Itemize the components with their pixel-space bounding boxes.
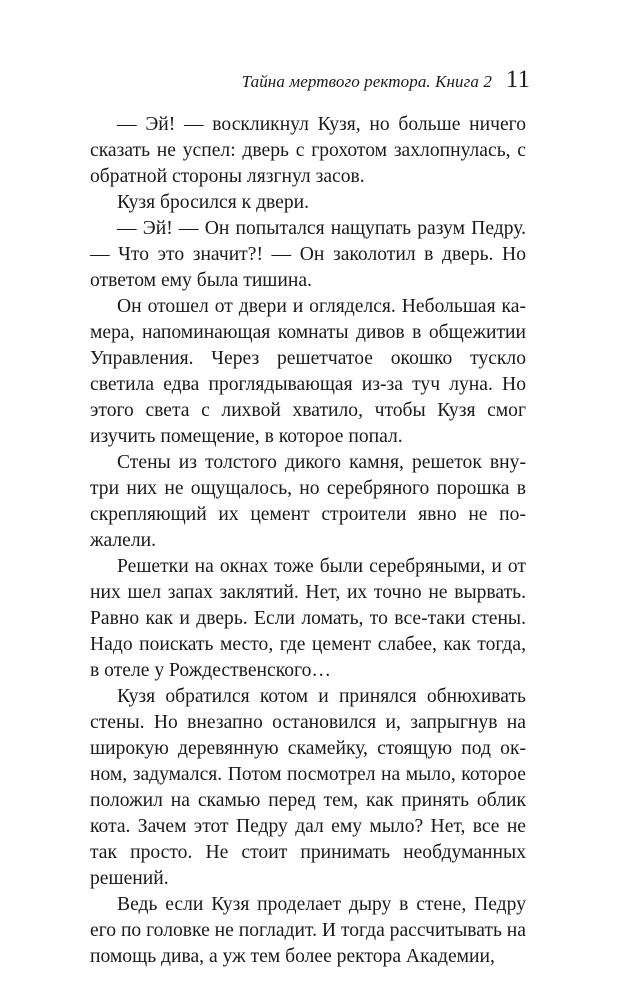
paragraph: Кузя обратился котом и принялся обнюхивать стены. Но внезапно остановился и, запрыгнув на широкую деревянную скамейку, стоящую под окном, задумался. Потом посмотрел на мыло, которое положил на скамью перед тем, как принять облик кота. Зачем этот Педру дал ему мыло? Нет, все не так просто. Не стоит принимать необдуманных решений. [90,686,526,889]
paragraph: Он отошел от двери и огляделся. Небольшая камера, напоминающая комнаты дивов в общежитии Управления. Через решетчатое окошко тускло светила едва проглядывающая из-за туч луна. Но этого света с лихвой хватило, чтобы Кузя смог изучить помещение, в которое попал. [90,296,526,447]
paragraph: Кузя бросился к двери. [117,192,310,213]
running-head [242,66,530,94]
running-title: Тайна мертвого ректора. Книга 2 [241,72,492,91]
paragraph: Стены из толстого дикого камня, решеток внутри них не ощущалось, но серебряного порошка в скрепляющий их цемент строители явно не пожалели. [90,452,526,551]
page-number: 11 [505,66,530,93]
paragraph: Ведь если Кузя проделает дыру в стене, Педру его по головке не погладит. И тогда рассчитывать на помощь дива, а уж тем более ректора Академии, [90,894,526,967]
paragraph: — Эй! — воскликнул Кузя, но больше ничего сказать не успел: дверь с грохотом захлопнулась, с обратной стороны лязгнул засов. [90,114,526,187]
body-text [90,112,526,970]
paragraph: — Эй! — Он попытался нащупать разум Педру. — Что это значит?! — Он заколотил в дверь. Но ответом ему была тишина. [90,218,526,291]
paragraph: Решетки на окнах тоже были серебряными, и от них шел запах заклятий. Нет, их точно не вырвать. Равно как и дверь. Если ломать, то все-таки стены. Надо поискать место, где цемент слабее, как тогда, в отеле у Рождественского… [90,556,526,681]
